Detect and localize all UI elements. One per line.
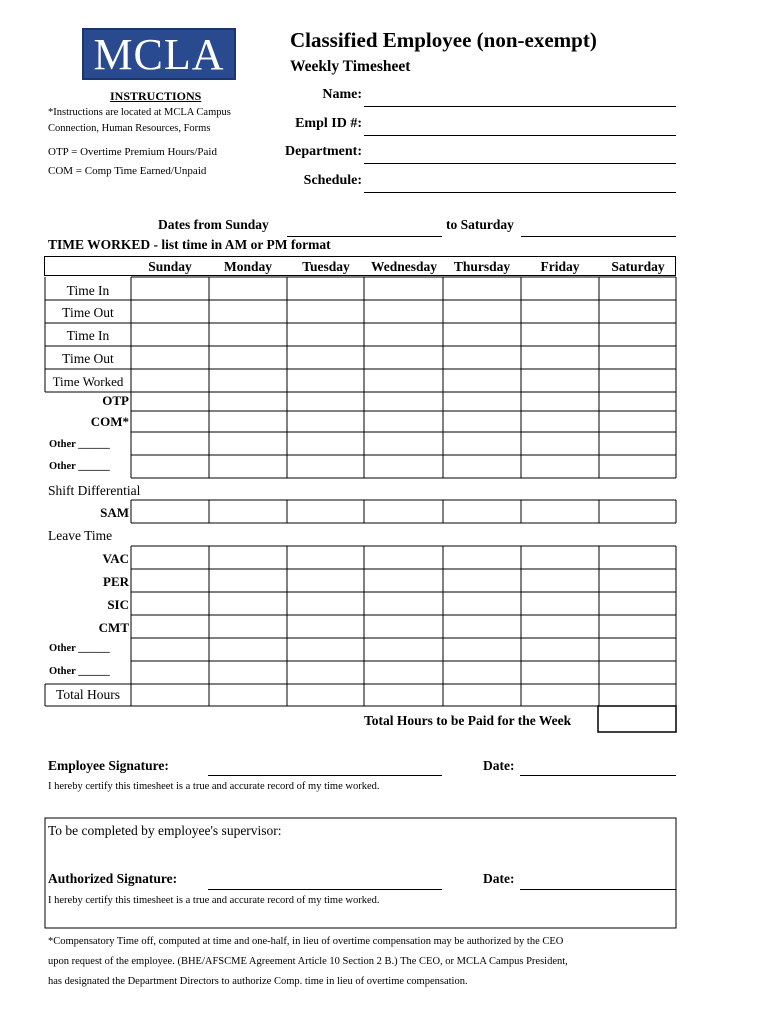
- dates-from-label: Dates from Sunday: [158, 217, 269, 232]
- authorized-signature-field[interactable]: [208, 888, 442, 890]
- row-label-com: COM*: [90, 414, 129, 429]
- row-label-vac: VAC: [102, 551, 129, 566]
- total-paid-label: Total Hours to be Paid for the Week: [364, 713, 572, 728]
- footnote-line-1: *Compensatory Time off, computed at time and one-half, in lieu of overtime compensation may be authorized by the CEO: [48, 936, 564, 947]
- department-label: Department:: [285, 144, 362, 159]
- dates-to-label: to Saturday: [446, 217, 514, 232]
- footnote-line-2: upon request of the employee. (BHE/AFSCME Agreement Article 10 Section 2 B.) The CEO, or MCLA Campus President,: [48, 956, 568, 967]
- day-header-wednesday: Wednesday: [370, 259, 438, 274]
- row-label-time-worked: Time Worked: [52, 374, 124, 389]
- section-label-leave-time: Leave Time: [48, 528, 113, 543]
- row-label-time-in-1: Time In: [66, 283, 110, 298]
- row-label-per: PER: [103, 574, 129, 589]
- row-label-other-1: Other ______: [49, 439, 110, 450]
- instructions-line-2: Connection, Human Resources, Forms: [48, 123, 211, 134]
- supervisor-heading: To be completed by employee's supervisor:: [48, 823, 282, 838]
- section-label-shift-differential: Shift Differential: [48, 483, 141, 498]
- mcla-logo: MCLA: [82, 28, 236, 80]
- employee-signature-label: Employee Signature:: [48, 758, 169, 773]
- authorized-signature-label: Authorized Signature:: [48, 871, 178, 886]
- instructions-heading: INSTRUCTIONS: [110, 89, 202, 103]
- name-label: Name:: [322, 87, 362, 102]
- schedule-label: Schedule:: [303, 173, 362, 188]
- empl-id-label: Empl ID #:: [295, 116, 362, 131]
- row-label-total-hours: Total Hours: [56, 687, 120, 702]
- otp-definition: OTP = Overtime Premium Hours/Paid: [48, 146, 217, 158]
- day-header-sunday: Sunday: [148, 259, 192, 274]
- row-label-time-out-1: Time Out: [62, 305, 114, 320]
- row-label-sam: SAM: [100, 505, 129, 520]
- page-title: Classified Employee (non-exempt): [290, 28, 597, 52]
- supervisor-certify-text: I hereby certify this timesheet is a true and accurate record of my time worked.: [48, 895, 380, 906]
- employee-date-label: Date:: [483, 758, 515, 773]
- instructions-line-1: *Instructions are located at MCLA Campus: [48, 107, 231, 118]
- day-header-tuesday: Tuesday: [302, 259, 350, 274]
- supervisor-date-label: Date:: [483, 871, 515, 886]
- supervisor-date-field[interactable]: [520, 888, 676, 890]
- time-worked-heading: TIME WORKED - list time in AM or PM format: [48, 237, 331, 252]
- day-header-saturday: Saturday: [611, 259, 665, 274]
- row-label-other-4: Other ______: [49, 666, 110, 677]
- employee-signature-field[interactable]: [208, 774, 442, 776]
- day-header-thursday: Thursday: [453, 259, 511, 274]
- footnote-line-3: has designated the Department Directors to authorize Comp. time in lieu of overtime compensation.: [48, 976, 468, 987]
- day-header-friday: Friday: [540, 259, 580, 274]
- day-header-monday: Monday: [223, 259, 272, 274]
- row-label-other-2: Other ______: [49, 461, 110, 472]
- page-subtitle: Weekly Timesheet: [290, 58, 411, 75]
- row-label-otp: OTP: [102, 393, 129, 408]
- total-paid-field[interactable]: [599, 707, 675, 731]
- row-label-time-in-2: Time In: [66, 328, 110, 343]
- row-label-time-out-2: Time Out: [62, 351, 114, 366]
- employee-certify-text: I hereby certify this timesheet is a true and accurate record of my time worked.: [48, 781, 380, 792]
- row-label-cmt: CMT: [98, 620, 129, 635]
- row-label-sic: SIC: [107, 597, 129, 612]
- row-label-other-3: Other ______: [49, 643, 110, 654]
- com-definition: COM = Comp Time Earned/Unpaid: [48, 165, 207, 177]
- employee-date-field[interactable]: [520, 774, 676, 776]
